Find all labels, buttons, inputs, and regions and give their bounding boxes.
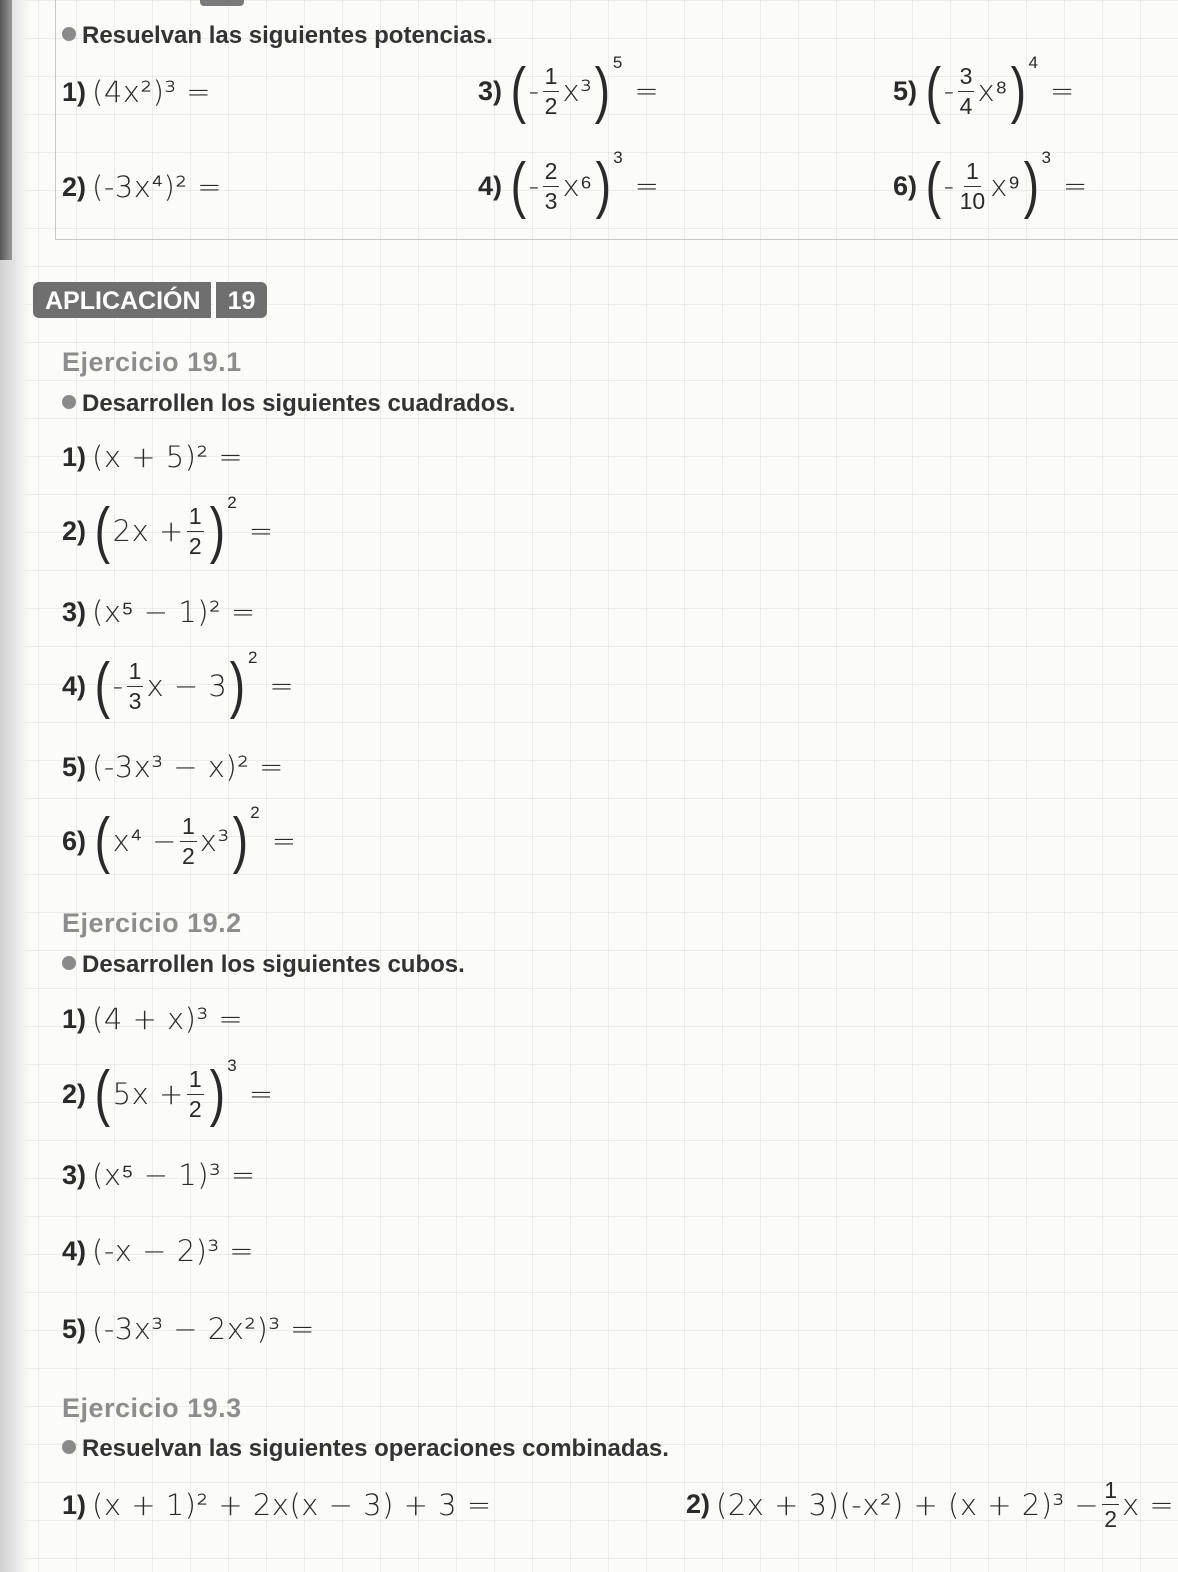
- fraction: $\frac{1}{2}$: [188, 503, 202, 559]
- combinadas-instruction: Resuelvan las siguientes operaciones combinadas.: [62, 1435, 669, 1463]
- exercise-title-19-3: Ejercicio 19.3: [62, 1393, 242, 1423]
- cuadrado-item-2: 2) ( 2x + $\frac{1}{2}$ ) 2 =: [62, 493, 274, 565]
- fraction: $\frac{1}{2}$: [188, 1066, 202, 1122]
- fraction: $\frac{2}{3}$: [544, 158, 558, 214]
- cuadrado-item-5: 5) (-3x³ − x)² =: [62, 750, 284, 784]
- bullet-icon: [62, 27, 76, 41]
- aplicacion-badge: APLICACIÓN 19: [33, 282, 267, 318]
- fraction: $\frac{1}{2}$: [1104, 1477, 1117, 1533]
- potencia-item-6: 6) ( - $\frac{1}{10}$ x⁹ ) 3 =: [893, 148, 1088, 220]
- fraction: $\frac{1}{2}$: [181, 813, 195, 869]
- fraction: $\frac{1}{2}$: [544, 63, 558, 119]
- previous-badge-stub: [200, 0, 244, 6]
- cuadrados-instruction: Desarrollen los siguientes cuadrados.: [62, 390, 515, 418]
- potencia-item-3: 3) ( - $\frac{1}{2}$ x³ ) 5 =: [478, 53, 660, 125]
- potencias-instruction: Resuelvan las siguientes potencias.: [62, 22, 493, 50]
- potencia-item-5: 5) ( - $\frac{3}{4}$ x⁸ ) 4 =: [893, 53, 1075, 125]
- cuadrado-item-1: 1) (x + 5)² =: [62, 440, 244, 474]
- bullet-icon: [62, 1440, 76, 1454]
- cubo-item-2: 2) ( 5x + $\frac{1}{2}$ ) 3 =: [62, 1056, 274, 1128]
- cubo-item-3: 3) (x⁵ − 1)³ =: [62, 1158, 256, 1192]
- combinada-item-2: 2) (2x + 3)(-x²) + (x + 2)³ − $\frac{1}{2}$ x =: [686, 1477, 1175, 1533]
- fraction: $\frac{3}{4}$: [959, 63, 973, 119]
- cuadrado-item-6: 6) ( x⁴ − $\frac{1}{2}$ x³ ) 2 =: [62, 803, 297, 875]
- cubo-item-4: 4) (-x − 2)³ =: [62, 1234, 255, 1268]
- combinada-item-1: 1) (x + 1)² + 2x(x − 3) + 3 =: [62, 1488, 492, 1522]
- fraction: $\frac{1}{3}$: [128, 658, 142, 714]
- cubo-item-5: 5) (-3x³ − 2x²)³ =: [62, 1312, 315, 1346]
- exercise-title-19-1: Ejercicio 19.1: [62, 347, 242, 377]
- potencia-item-1: 1) (4x²)³ =: [62, 75, 212, 109]
- page-binding-shadow: [0, 0, 12, 260]
- exercise-title-19-2: Ejercicio 19.2: [62, 908, 242, 938]
- bullet-icon: [62, 956, 76, 970]
- cubos-instruction: Desarrollen los siguientes cubos.: [62, 951, 465, 979]
- bullet-icon: [62, 395, 76, 409]
- cubo-item-1: 1) (4 + x)³ =: [62, 1002, 244, 1036]
- cuadrado-item-3: 3) (x⁵ − 1)² =: [62, 595, 256, 629]
- potencia-item-4: 4) ( - $\frac{2}{3}$ x⁶ ) 3 =: [478, 148, 660, 220]
- potencia-item-2: 2) (-3x⁴)² =: [62, 170, 222, 204]
- fraction: $\frac{1}{10}$: [959, 158, 986, 214]
- cuadrado-item-4: 4) ( - $\frac{1}{3}$ x − 3 ) 2 =: [62, 648, 295, 720]
